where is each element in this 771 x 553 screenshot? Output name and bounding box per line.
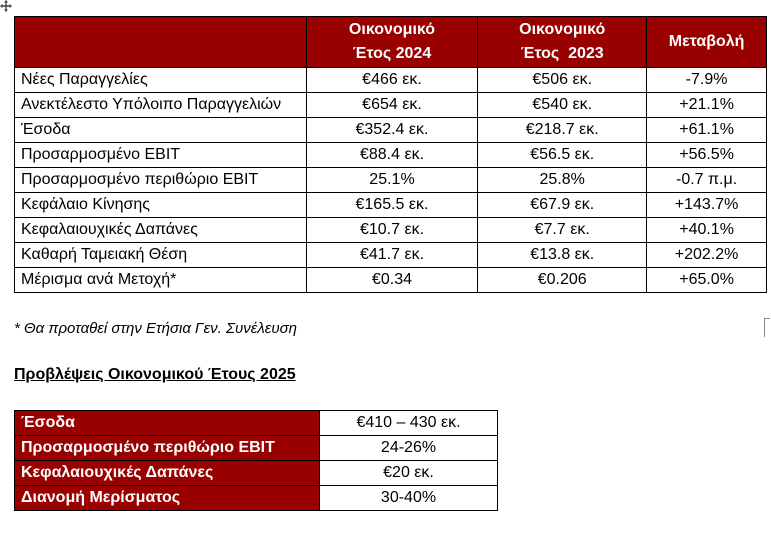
forecast-label: Διανομή Μερίσματος [15,486,320,511]
header-line: Οικονομικό [348,21,436,38]
text-boundary-mark [764,318,770,337]
value-2023: €0.206 [478,268,647,293]
forecast-label: Έσοδα [15,411,320,436]
value-2023: €7.7 εκ. [478,218,647,243]
header-year-2023 [478,17,647,68]
value-2023: €56.5 εκ. [478,143,647,168]
table-row [15,168,767,193]
row-label: Κεφαλαιουχικές Δαπάνες [15,218,307,243]
row-label: Κεφάλαιο Κίνησης [15,193,307,218]
table-row [15,193,767,218]
value-2023: €540 εκ. [478,93,647,118]
forecast-value: 24-26% [320,436,498,461]
table-header-row [15,17,767,68]
forecast-value: €20 εκ. [320,461,498,486]
value-2023: €506 εκ. [478,68,647,93]
header-line: Μεταβολή [668,33,745,50]
value-2024: 25.1% [306,168,478,193]
forecast-row [15,486,498,511]
value-change: +202.2% [647,243,767,268]
row-label: Νέες Παραγγελίες [15,68,307,93]
row-label: Έσοδα [15,118,307,143]
table-row [15,243,767,268]
value-2024: €41.7 εκ. [306,243,478,268]
row-label: Προσαρμοσμένο περιθώριο EBIT [15,168,307,193]
value-change: +143.7% [647,193,767,218]
value-change: -0.7 π.μ. [647,168,767,193]
row-label: Προσαρμοσμένο EBIT [15,143,307,168]
value-change: -7.9% [647,68,767,93]
table-row [15,268,767,293]
row-label: Μέρισμα ανά Μετοχή* [15,268,307,293]
forecast-value: €410 – 430 εκ. [320,411,498,436]
forecast-row [15,461,498,486]
header-change [647,17,767,68]
forecast-row [15,411,498,436]
table-row [15,93,767,118]
value-change: +61.1% [647,118,767,143]
move-arrows-icon[interactable] [0,0,12,12]
value-2024: €466 εκ. [306,68,478,93]
header-line: Έτος 2024 [352,45,432,62]
financial-results-table [14,16,767,293]
value-change: +65.0% [647,268,767,293]
value-2024: €654 εκ. [306,93,478,118]
forecast-value: 30-40% [320,486,498,511]
value-change: +56.5% [647,143,767,168]
header-line: Έτος 2023 [520,45,604,62]
forecast-section-title: Προβλέψεις Οικονομικού Έτους 2025 [14,366,296,383]
header-empty-cell [15,17,307,68]
value-2023: 25.8% [478,168,647,193]
value-2024: €165.5 εκ. [306,193,478,218]
table-row [15,143,767,168]
header-line: Οικονομικό [519,21,606,38]
value-2023: €218.7 εκ. [478,118,647,143]
table-row [15,118,767,143]
forecast-row [15,436,498,461]
value-2023: €13.8 εκ. [478,243,647,268]
row-label: Καθαρή Ταμειακή Θέση [15,243,307,268]
footnote: * Θα προταθεί στην Ετήσια Γεν. Συνέλευση [14,320,297,337]
header-year-2024 [306,17,478,68]
row-label: Ανεκτέλεστο Υπόλοιπο Παραγγελιών [15,93,307,118]
value-change: +21.1% [647,93,767,118]
table-row [15,218,767,243]
forecast-label: Κεφαλαιουχικές Δαπάνες [15,461,320,486]
value-2023: €67.9 εκ. [478,193,647,218]
forecast-label: Προσαρμοσμένο περιθώριο EBIT [15,436,320,461]
value-2024: €10.7 εκ. [306,218,478,243]
value-change: +40.1% [647,218,767,243]
value-2024: €352.4 εκ. [306,118,478,143]
forecast-table [14,410,498,511]
table-row [15,68,767,93]
value-2024: €0.34 [306,268,478,293]
value-2024: €88.4 εκ. [306,143,478,168]
